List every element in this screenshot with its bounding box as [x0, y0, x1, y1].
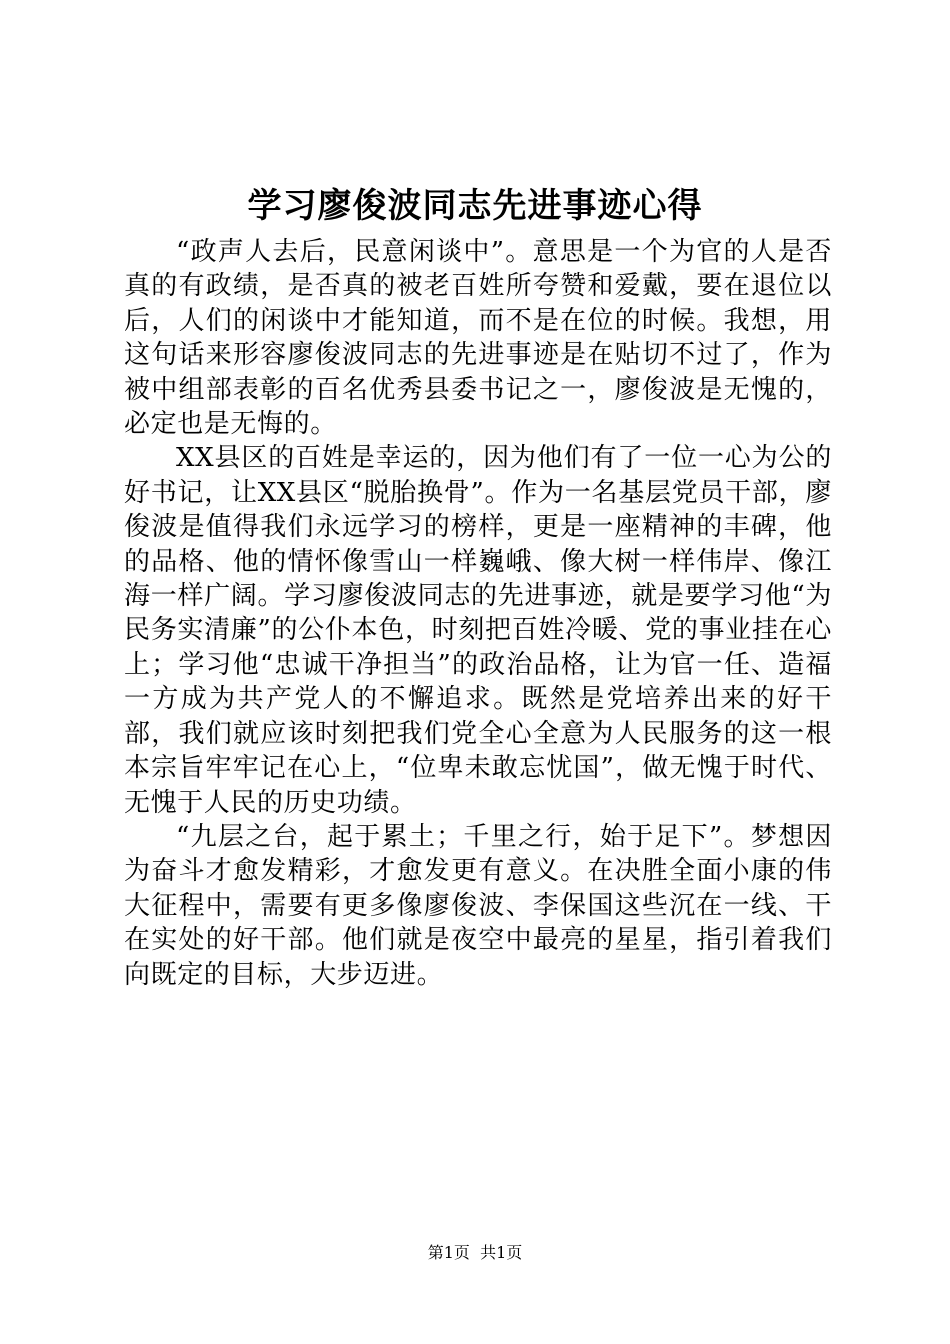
paragraph: “政声人去后，民意闲谈中”。意思是一个为官的人是否真的有政绩，是否真的被老百姓所夸赞和爱戴，要在退位以后，人们的闲谈中才能知道，而不是在位的时候。我想，用这句话来形容廖俊波同志的先进事迹是在贴切不过了，作为被中组部表彰的百名优秀县委书记之一，廖俊波是无愧的，必定也是无悔的。: [124, 237, 832, 440]
paragraph: XX县区的百姓是幸运的，因为他们有了一位一心为公的好书记，让XX县区“脱胎换骨”。作为一名基层党员干部，廖俊波是值得我们永远学习的榜样，更是一座精神的丰碑，他的品格、他的情怀像雪山一样巍峨、像大树一样伟岸、像江海一样广阔。学习廖俊波同志的先进事迹，就是要学习他“为民务实清廉”的公仆本色，时刻把百姓冷暖、党的事业挂在心上；学习他“忠诚干净担当”的政治品格，让为官一任、造福一方成为共产党人的不懈追求。既然是党培养出来的好干部，我们就应该时刻把我们党全心全意为人民服务的这一根本宗旨牢牢记在心上，“位卑未敢忘忧国”，做无愧于时代、无愧于人民的历史功绩。: [124, 443, 832, 818]
document-body: [124, 235, 832, 992]
document-title: 学习廖俊波同志先进事迹心得: [247, 186, 703, 226]
paragraph: “九层之台，起于累土；千里之行，始于足下”。梦想因为奋斗才愈发精彩，才愈发更有意义。在决胜全面小康的伟大征程中，需要有更多像廖俊波、李保国这些沉在一线、干在实处的好干部。他们就是夜空中最亮的星星，指引着我们向既定的目标，大步迈进。: [124, 821, 832, 990]
page-number-footer: 第1页 共1页: [427, 1243, 523, 1262]
